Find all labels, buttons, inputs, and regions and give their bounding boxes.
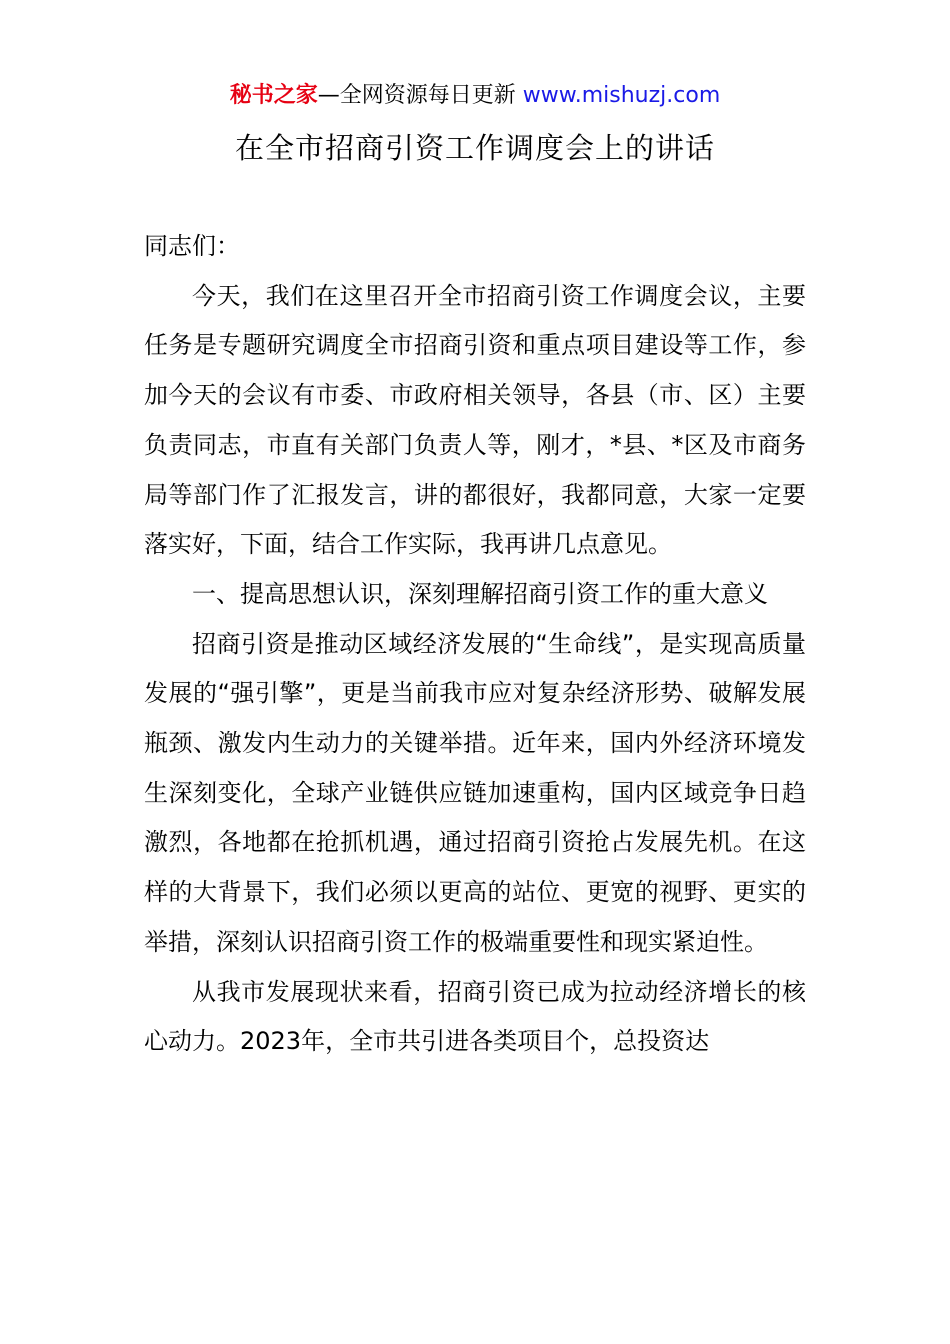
paragraph: 招商引资是推动区域经济发展的“生命线”，是实现高质量发展的“强引擎”，更是当前我市应对复杂经济形势、破解发展瓶颈、激发内生动力的关键举措。近年来，国内外经济环境发生深刻变化，全球产业链供应链加速重构，国内区域竞争日趋激烈，各地都在抢抓机遇，通过招商引资抢占发展先机。在这样的大背景下，我们必须以更高的站位、更宽的视野、更实的举措，深刻认识招商引资工作的极端重要性和现实紧迫性。 <box>144 629 806 956</box>
salutation: 同志们： <box>144 232 240 260</box>
site-brand: 秘书之家 <box>229 83 318 108</box>
site-url-link[interactable]: www.mishuzj.com <box>522 83 721 108</box>
document-body <box>144 222 806 1067</box>
paragraph: 从我市发展现状来看，招商引资已成为拉动经济增长的核心动力。2023年，全市共引进各类项目个，总投资达 <box>144 977 806 1056</box>
section-heading: 一、提高思想认识，深刻理解招商引资工作的重大意义 <box>192 579 768 608</box>
document-title: 在全市招商引资工作调度会上的讲话 <box>234 131 715 165</box>
paragraph: 今天，我们在这里召开全市招商引资工作调度会议，主要任务是专题研究调度全市招商引资和重点项目建设等工作，参加今天的会议有市委、市政府相关领导，各县（市、区）主要负责同志，市直有关部门负责人等，刚才，*县、*区及市商务局等部门作了汇报发言，讲的都很好，我都同意，大家一定要落实好，下面，结合工作实际，我再讲几点意见。 <box>144 281 806 559</box>
site-header <box>0 80 950 112</box>
site-tagline: —全网资源每日更新 <box>317 83 516 108</box>
